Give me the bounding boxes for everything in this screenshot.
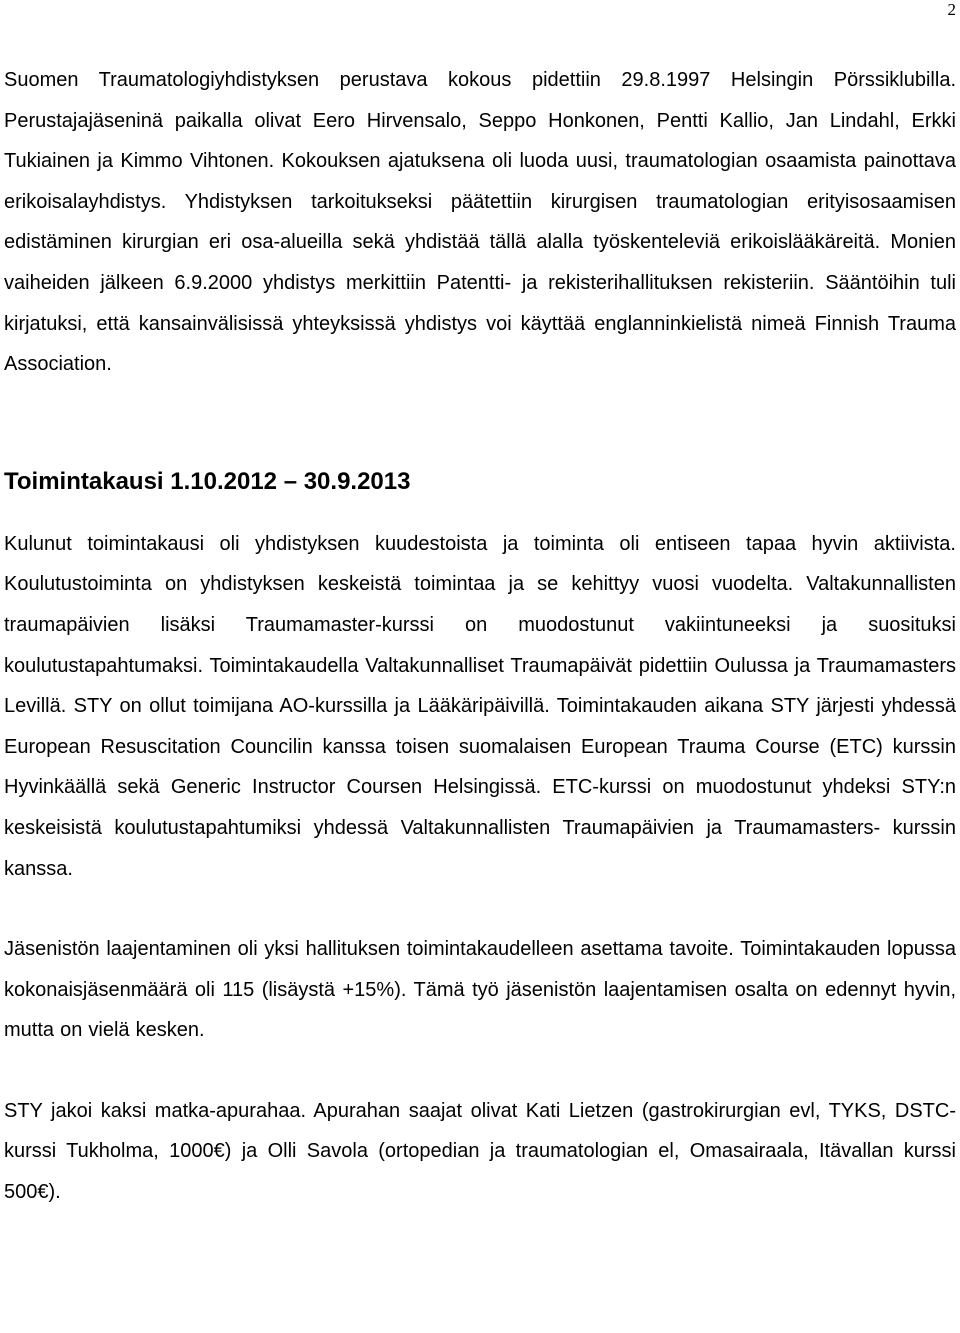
activity-paragraph: Kulunut toimintakausi oli yhdistyksen kuudestoista ja toiminta oli entiseen tapaa hyvin aktiivista. Koulutustoiminta on yhdistyksen keskeistä toimintaa ja se kehittyy vuosi vuodelta. Valtakunnallisten traumapäivien lisäksi Traumamaster-kurssi on muodostunut vakiintuneeksi ja suosituksi koulutustapahtumaksi. Toimintakaudella Valtakunnalliset Traumapäivät pidettiin Oulussa ja Traumamasters Levillä. STY on ollut toimijana AO-kurssilla ja Lääkäripäivillä. Toimintakauden aikana STY järjesti yhdessä European Resuscitation Councilin kanssa toisen suomalaisen European Trauma Course (ETC) kurssin Hyvinkäällä sekä Generic Instructor Coursen Helsingissä. ETC-kurssi on muodostunut yhdeksi STY:n keskeisistä koulutustapahtumiksi yhdessä Valtakunnallisten Traumapäivien ja Traumamasters- kurssin kanssa. [4, 532, 956, 880]
page-number: 2 [947, 0, 956, 19]
intro-paragraph: Suomen Traumatologiyhdistyksen perustava kokous pidettiin 29.8.1997 Helsingin Pörssiklubilla. Perustajajäseninä paikalla olivat Eero Hirvensalo, Seppo Honkonen, Pentti Kallio, Jan Lindahl, Erkki Tukiainen ja Kimmo Vihtonen. Kokouksen ajatuksena oli luoda uusi, traumatologian osaamista painottava erikoisalayhdistys. Yhdistyksen tarkoitukseksi päätettiin kirurgisen traumatologian erityisosaamisen edistäminen kirurgian eri osa-alueilla sekä yhdistää tällä alalla työskenteleviä erikoislääkäreitä. Monien vaiheiden jälkeen 6.9.2000 yhdistys merkittiin Patentti- ja rekisterihallituksen rekisteriin. Sääntöihin tuli kirjatuksi, että kansainvälisissä yhteyksissä yhdistys voi käyttää englanninkielistä nimeä Finnish Trauma Association. [4, 69, 956, 376]
membership-paragraph: Jäsenistön laajentaminen oli yksi hallituksen toimintakaudelleen asettama tavoite. Toimintakauden lopussa kokonaisjäsenmäärä oli 115 (lisäystä +15%). Tämä työ jäsenistön laajentamisen osalta on edennyt hyvin, mutta on vielä kesken. [4, 938, 956, 1042]
document-body [4, 60, 956, 1213]
grants-paragraph: STY jakoi kaksi matka-apurahaa. Apurahan saajat olivat Kati Lietzen (gastrokirurgian evl, TYKS, DSTC-kurssi Tukholma, 1000€) ja Olli Savola (ortopedian ja traumatologian el, Omasairaala, Itävallan kurssi 500€). [4, 1099, 956, 1204]
section-heading: Toimintakausi 1.10.2012 – 30.9.2013 [4, 467, 411, 495]
